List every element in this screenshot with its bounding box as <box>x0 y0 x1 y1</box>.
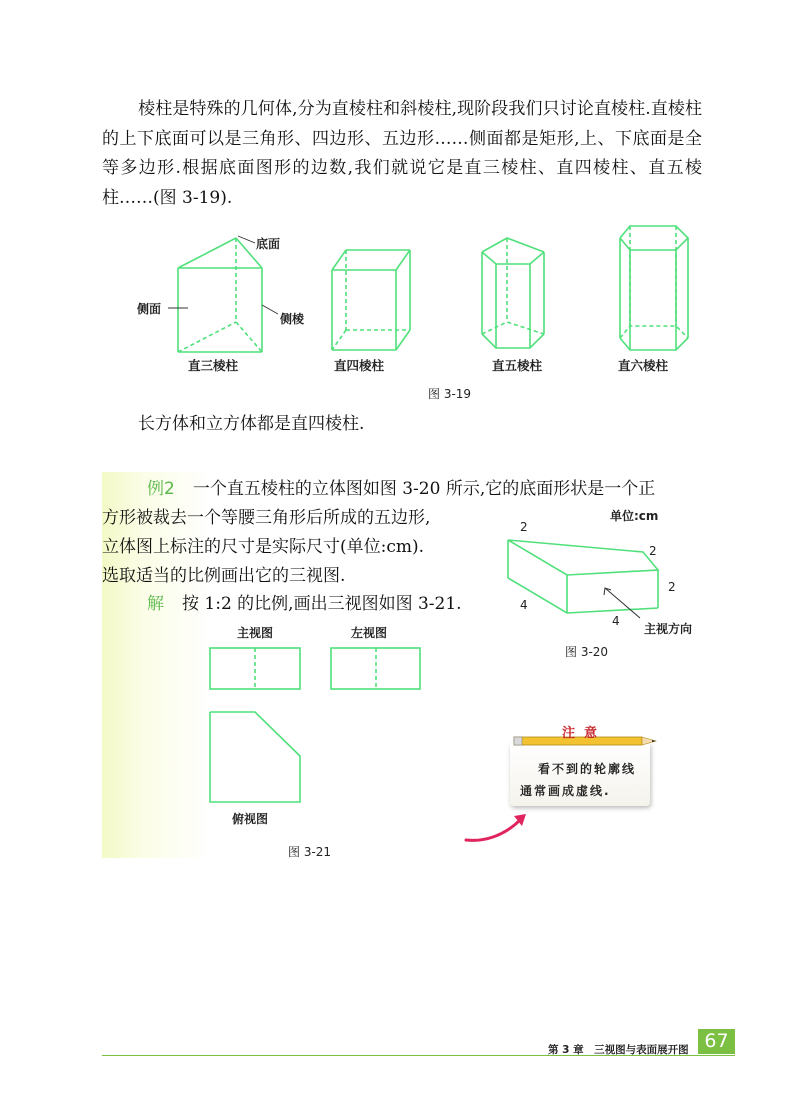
triangular-prism <box>178 238 262 352</box>
top-view-label: 俯视图 <box>232 812 269 826</box>
pentagonal-prism <box>482 238 544 348</box>
example-line-1 <box>102 475 655 505</box>
prism-name-5: 直五棱柱 <box>492 358 543 373</box>
dim-bottom: 4 <box>612 614 620 628</box>
example-line-3: 立体图上标注的尺寸是实际尺寸(单位:cm). <box>102 537 425 557</box>
intro-text: 棱柱是特殊的几何体,分为直棱柱和斜棱柱,现阶段我们只讨论直棱柱.直棱柱的上下底面可以是三角形、四边形、五边形……侧面都是矩形,上、下底面是全等多边形.根据底面图形的边数,我们就说它是直三棱柱、直四棱柱、直五棱柱……(图 3-19). <box>102 99 702 208</box>
example-line-1-text: 一个直五棱柱的立体图如图 3-20 所示,它的底面形状是一个正 <box>192 479 656 499</box>
example-line-2: 方形被裁去一个等腰三角形后所成的五边形, <box>102 508 431 528</box>
example-label: 例2 <box>147 479 175 499</box>
note-title: 注意 <box>562 726 607 741</box>
fig-3-20-caption: 图 3-20 <box>565 645 609 659</box>
view-direction-label: 主视方向 <box>644 622 693 636</box>
curved-arrow-icon <box>462 806 532 846</box>
label-lateral-face: 侧面 <box>137 302 162 316</box>
intro-paragraph <box>102 95 702 213</box>
dim-left: 4 <box>520 598 528 612</box>
top-view-outline <box>210 712 300 802</box>
prism-name-4: 直四棱柱 <box>334 358 385 373</box>
front-view-rect <box>210 648 300 689</box>
fig-3-21-caption: 图 3-21 <box>288 845 332 859</box>
side-view-rect <box>331 648 420 689</box>
page-number: 67 <box>698 1029 735 1054</box>
label-base: 底面 <box>256 237 281 251</box>
quadrilateral-prism <box>332 250 410 350</box>
dim-top-left: 2 <box>520 520 528 534</box>
cuboid-note <box>102 410 702 440</box>
example-line-4: 选取适当的比例画出它的三视图. <box>102 566 346 586</box>
label-lateral-edge: 侧棱 <box>280 312 305 326</box>
figure-3-19 <box>0 225 800 425</box>
front-view-label: 主视图 <box>237 626 274 640</box>
prism-name-6: 直六棱柱 <box>618 358 669 373</box>
figure-3-21 <box>0 640 800 810</box>
footer-chapter: 第 3 章 三视图与表面展开图 <box>548 1044 689 1056</box>
fig-3-19-caption: 图 3-19 <box>428 387 472 401</box>
hexagonal-prism <box>620 226 688 350</box>
dim-top-right: 2 <box>649 544 657 558</box>
fig-3-20-unit: 单位:cm <box>610 509 659 523</box>
note-text: 看不到的轮廓线通常画成虚线. <box>520 762 637 798</box>
side-view-label: 左视图 <box>351 626 388 640</box>
prism-name-3: 直三棱柱 <box>188 358 239 373</box>
cuboid-note-text: 长方体和立方体都是直四棱柱. <box>138 414 365 434</box>
solution-text: 按 1:2 的比例,画出三视图如图 3-21. <box>182 594 462 614</box>
solution-label: 解 <box>147 594 164 614</box>
dim-right: 2 <box>668 580 676 594</box>
